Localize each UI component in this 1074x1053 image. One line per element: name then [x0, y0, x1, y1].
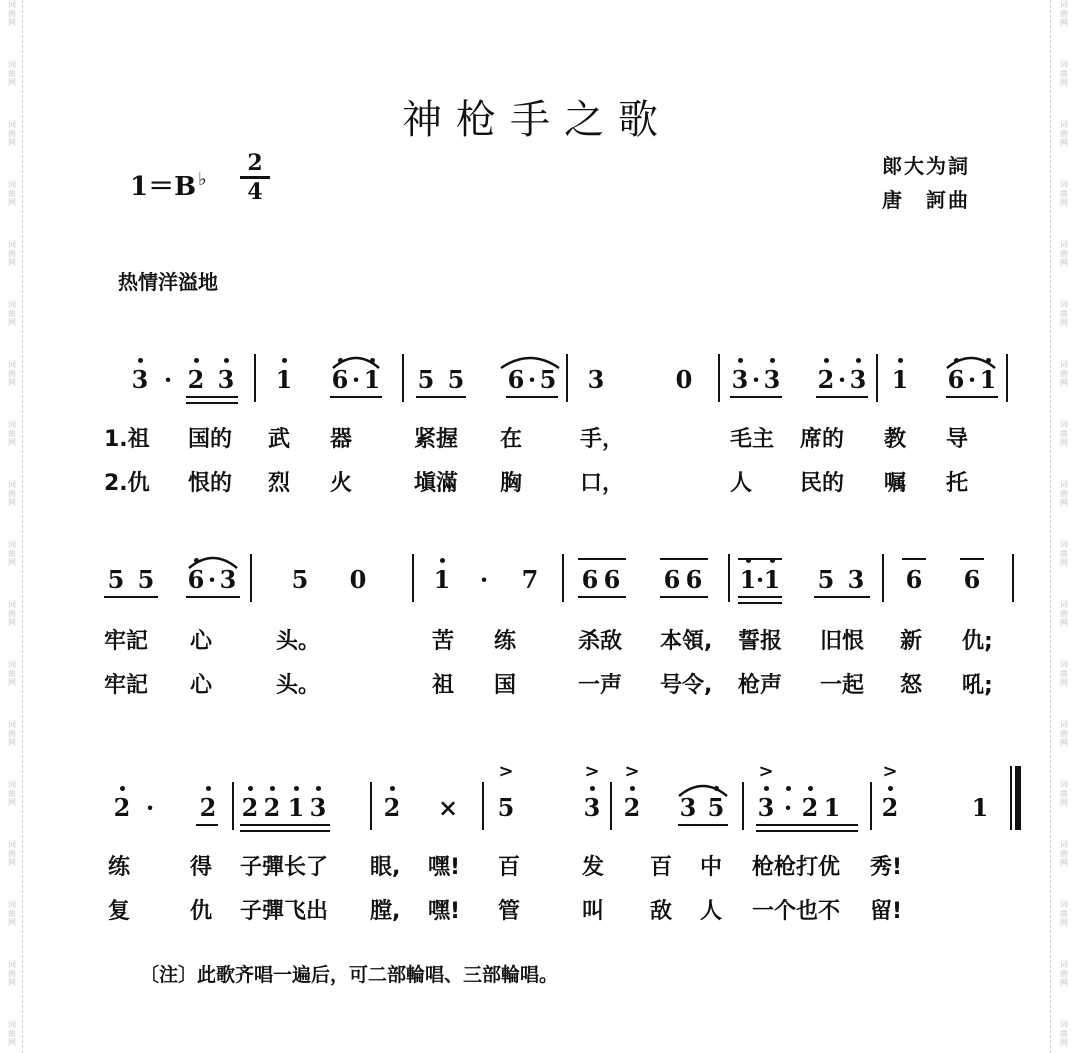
high-octave-dot: [786, 786, 791, 791]
lyric-verse-1: 武: [268, 427, 291, 452]
lyric-verse-1: 新: [900, 629, 923, 654]
note: 3: [219, 565, 237, 594]
watermark-text: 词 曲 网: [1060, 60, 1068, 87]
high-octave-dot: [270, 786, 275, 791]
note: ·: [837, 365, 847, 394]
beam-line: [960, 558, 984, 560]
beam-line: [196, 824, 218, 826]
high-octave-dot: [316, 786, 321, 791]
note: 7: [521, 565, 539, 594]
watermark-text: 词 曲 网: [8, 660, 16, 687]
beam-line: [578, 558, 626, 560]
high-octave-dot: [120, 786, 125, 791]
note: 2: [187, 365, 205, 394]
note: 3: [587, 365, 605, 394]
lyric-verse-1: 杀敌: [578, 629, 623, 654]
bar-line: [742, 782, 744, 830]
high-octave-dot: [888, 786, 893, 791]
lyric-verse-2: 心: [190, 673, 213, 698]
note: 5: [291, 565, 309, 594]
lyric-verse-2: 口，: [580, 471, 625, 496]
note: 3: [849, 365, 867, 394]
note: 5: [497, 793, 515, 822]
lyric-verse-1: 毛主: [730, 427, 775, 452]
lyric-verse-2: 祖: [432, 673, 455, 698]
lyric-verse-2: 人: [700, 899, 723, 924]
note: 2: [881, 793, 899, 822]
beam-line: [756, 830, 858, 832]
note: 5: [107, 565, 125, 594]
lyric-verse-1: 练: [108, 855, 131, 880]
lyric-verse-2: 号令,: [660, 673, 713, 698]
note: 5: [447, 365, 465, 394]
note: ·: [783, 793, 793, 822]
note: 1: [363, 365, 381, 394]
lyric-verse-2: 一起: [820, 673, 865, 698]
flat-sign: ♭: [198, 169, 207, 190]
note: 2: [263, 793, 281, 822]
lyric-verse-2: 托: [946, 471, 969, 496]
note: 1: [275, 365, 293, 394]
lyric-verse-2: 国: [494, 673, 517, 698]
note: 6: [663, 565, 681, 594]
accent-mark: >: [882, 761, 898, 782]
bar-line: [870, 782, 872, 830]
time-top: 2: [247, 150, 263, 176]
lyric-verse-1: 心: [190, 629, 213, 654]
note: ×: [438, 793, 459, 822]
song-title: 神枪手之歌: [402, 97, 672, 143]
beam-line: [902, 558, 926, 560]
note: 2: [623, 793, 641, 822]
high-octave-dot: [738, 358, 743, 363]
note: 5: [817, 565, 835, 594]
watermark-text: 词 曲 网: [8, 900, 16, 927]
high-octave-dot: [764, 786, 769, 791]
lyric-verse-1: 苦: [432, 629, 455, 654]
note: 1: [287, 793, 305, 822]
high-octave-dot: [224, 358, 229, 363]
lyric-verse-2: 吼;: [962, 673, 993, 698]
high-octave-dot: [630, 786, 635, 791]
watermark-text: 词 曲 网: [1060, 180, 1068, 207]
watermark-text: 词 曲 网: [1060, 120, 1068, 147]
watermark-text: 词 曲 网: [1060, 660, 1068, 687]
note: 1: [823, 793, 841, 822]
note: 3: [763, 365, 781, 394]
bar-line: [876, 354, 878, 402]
lyric-verse-2: 枪声: [738, 673, 783, 698]
note: 6: [603, 565, 621, 594]
bar-line: [610, 782, 612, 830]
watermark-text: 词 曲 网: [8, 240, 16, 267]
high-octave-dot: [440, 558, 445, 563]
note: 3: [757, 793, 775, 822]
note: 5: [137, 565, 155, 594]
lyric-verse-2: 膛,: [370, 899, 401, 924]
watermark-text: 词 曲 网: [1060, 1020, 1068, 1047]
bar-line: [1010, 766, 1012, 830]
lyric-verse-1: 导: [946, 427, 969, 452]
lyric-verse-2: 留!: [870, 899, 903, 924]
note: 3: [131, 365, 149, 394]
note: 2: [113, 793, 131, 822]
lyric-verse-2: 嘱: [884, 471, 907, 496]
lyric-verse-2: 塡滿: [414, 471, 459, 496]
note: ·: [751, 365, 761, 394]
lyric-verse-2: 牢記: [104, 673, 149, 698]
note: 3: [731, 365, 749, 394]
note: 3: [309, 793, 327, 822]
beam-line: [814, 596, 870, 598]
high-octave-dot: [282, 358, 287, 363]
tempo-marking: 热情洋溢地: [118, 270, 218, 294]
lyric-verse-1: 1.祖: [104, 427, 150, 452]
bar-line: [562, 554, 564, 602]
bar-line: [1006, 354, 1008, 402]
note: 1: [763, 565, 781, 594]
lyric-verse-2: 人: [730, 471, 753, 496]
lyric-verse-1: 子彈长了: [240, 855, 329, 880]
note: 1: [891, 365, 909, 394]
lyricist-credit: 郞大为詞: [882, 154, 970, 178]
watermark-text: 词 曲 网: [8, 780, 16, 807]
watermark-text: 词 曲 网: [8, 1020, 16, 1047]
beam-line: [756, 824, 858, 826]
beam-line: [946, 396, 998, 398]
lyric-verse-2: 子彈飞出: [240, 899, 329, 924]
beam-line: [660, 558, 708, 560]
lyric-verse-1: 头。: [276, 629, 321, 654]
lyric-verse-1: 本領,: [660, 629, 713, 654]
note: ·: [163, 365, 173, 394]
watermark-text: 词 曲 网: [8, 600, 16, 627]
beam-line: [104, 596, 158, 598]
lyric-verse-1: 国的: [188, 427, 233, 452]
watermark-text: 词 曲 网: [1060, 420, 1068, 447]
lyric-verse-1: 中: [700, 855, 723, 880]
lyric-verse-2: 敌: [650, 899, 673, 924]
lyric-verse-2: 叫: [582, 899, 605, 924]
note: 3: [217, 365, 235, 394]
watermark-text: 词 曲 网: [1060, 960, 1068, 987]
lyric-verse-1: 枪枪打优: [752, 855, 841, 880]
watermark-text: 词 曲 网: [1060, 240, 1068, 267]
lyric-verse-1: 器: [330, 427, 353, 452]
watermark-text: 词 曲 网: [8, 960, 16, 987]
accent-mark: >: [624, 761, 640, 782]
bar-line: [250, 554, 252, 602]
high-octave-dot: [294, 786, 299, 791]
note: ·: [145, 793, 155, 822]
lyric-verse-1: 嘿!: [428, 855, 461, 880]
lyric-verse-1: 牢記: [104, 629, 149, 654]
beam-line: [186, 402, 238, 404]
beam-line: [186, 596, 240, 598]
beam-line: [738, 558, 782, 560]
beam-line: [506, 396, 558, 398]
lyric-verse-2: 嘿!: [428, 899, 461, 924]
bar-line: [882, 554, 884, 602]
note: 2: [383, 793, 401, 822]
note: 6: [331, 365, 349, 394]
lyric-verse-1: 眼,: [370, 855, 401, 880]
accent-mark: >: [498, 761, 514, 782]
watermark-text: 词 曲 网: [1060, 360, 1068, 387]
high-octave-dot: [824, 358, 829, 363]
high-octave-dot: [808, 786, 813, 791]
lyric-verse-1: 仇;: [962, 629, 993, 654]
watermark-text: 词 曲 网: [8, 480, 16, 507]
watermark-text: 词 曲 网: [1060, 780, 1068, 807]
lyric-verse-2: 烈: [268, 471, 291, 496]
lyric-verse-2: 火: [330, 471, 353, 496]
lyric-verse-2: 胸: [500, 471, 523, 496]
note: 6: [685, 565, 703, 594]
lyric-verse-2: 头。: [276, 673, 321, 698]
beam-line: [816, 396, 868, 398]
note: 2: [241, 793, 259, 822]
lyric-verse-1: 百: [650, 855, 673, 880]
watermark-text: 词 曲 网: [8, 180, 16, 207]
bar-line: [370, 782, 372, 830]
lyric-verse-2: 复: [108, 899, 131, 924]
composer-credit: 唐 訶曲: [882, 188, 970, 212]
note: ·: [479, 565, 489, 594]
lyric-verse-1: 练: [494, 629, 517, 654]
beam-line: [738, 596, 782, 598]
beam-line: [330, 396, 382, 398]
footnote: 〔注〕此歌齐唱一遍后，可二部輪唱、三部輪唱。: [140, 964, 559, 986]
note: ·: [967, 365, 977, 394]
watermark-text: 词 曲 网: [8, 360, 16, 387]
watermark-text: 词 曲 网: [8, 720, 16, 747]
final-bar-line: [1015, 766, 1021, 830]
slur: [500, 354, 560, 370]
watermark-text: 词 曲 网: [8, 540, 16, 567]
note: 3: [847, 565, 865, 594]
note: 5: [417, 365, 435, 394]
high-octave-dot: [770, 358, 775, 363]
watermark-text: 词 曲 网: [1060, 600, 1068, 627]
bar-line: [412, 554, 414, 602]
beam-line: [186, 396, 238, 398]
beam-line: [660, 596, 708, 598]
watermark-text: 词 曲 网: [8, 420, 16, 447]
watermark-text: 词 曲 网: [8, 300, 16, 327]
lyric-verse-1: 发: [582, 855, 605, 880]
note: 3: [583, 793, 601, 822]
note: 6: [507, 365, 525, 394]
beam-line: [240, 824, 330, 826]
note: 2: [817, 365, 835, 394]
slur: [332, 354, 380, 370]
watermark-text: 词 曲 网: [1060, 540, 1068, 567]
bar-line: [254, 354, 256, 402]
lyric-verse-2: 民的: [800, 471, 845, 496]
lyric-verse-1: 旧恨: [820, 629, 865, 654]
high-octave-dot: [194, 358, 199, 363]
lyric-verse-1: 秀!: [870, 855, 903, 880]
watermark-text: 词 曲 网: [1060, 720, 1068, 747]
note: 2: [199, 793, 217, 822]
high-octave-dot: [206, 786, 211, 791]
accent-mark: >: [758, 761, 774, 782]
lyric-verse-1: 教: [884, 427, 907, 452]
accent-mark: >: [584, 761, 600, 782]
watermark-text: 词 曲 网: [1060, 0, 1068, 27]
note: 6: [187, 565, 205, 594]
watermark-text: 词 曲 网: [1060, 840, 1068, 867]
watermark-text: 词 曲 网: [8, 60, 16, 87]
note: 1: [739, 565, 757, 594]
watermark-text: 词 曲 网: [8, 840, 16, 867]
lyric-verse-2: 仇: [190, 899, 213, 924]
note: 2: [801, 793, 819, 822]
lyric-verse-2: 恨的: [188, 471, 233, 496]
note: ·: [755, 565, 765, 594]
high-octave-dot: [390, 786, 395, 791]
note: 5: [539, 365, 557, 394]
watermark-text: 词 曲 网: [8, 0, 16, 27]
note: 6: [905, 565, 923, 594]
beam-line: [738, 602, 782, 604]
watermark-text: 词 曲 网: [1060, 480, 1068, 507]
slur: [188, 554, 238, 570]
lyric-verse-1: 在: [500, 427, 523, 452]
bar-line: [718, 354, 720, 402]
high-octave-dot: [898, 358, 903, 363]
lyric-verse-2: 管: [498, 899, 521, 924]
lyric-verse-2: 怒: [900, 673, 923, 698]
lyric-verse-2: 一声: [578, 673, 623, 698]
bar-line: [482, 782, 484, 830]
bar-line: [566, 354, 568, 402]
beam-line: [240, 830, 330, 832]
high-octave-dot: [248, 786, 253, 791]
key-text: 1＝B: [130, 172, 197, 202]
note: ·: [351, 365, 361, 394]
lyric-verse-2: 2.仇: [104, 471, 150, 496]
note: 1: [979, 365, 997, 394]
beam-line: [730, 396, 782, 398]
watermark-text: 词 曲 网: [8, 120, 16, 147]
lyric-verse-1: 席的: [800, 427, 845, 452]
beam-line: [416, 396, 466, 398]
high-octave-dot: [590, 786, 595, 791]
lyric-verse-1: 得: [190, 855, 213, 880]
slur: [678, 782, 728, 798]
high-octave-dot: [138, 358, 143, 363]
bar-line: [232, 782, 234, 830]
beam-line: [578, 596, 626, 598]
lyric-verse-1: 百: [498, 855, 521, 880]
lyric-verse-1: 手，: [580, 427, 625, 452]
watermark-text: 词 曲 网: [1060, 900, 1068, 927]
note: 6: [963, 565, 981, 594]
time-bottom: 4: [247, 179, 263, 205]
note: 6: [581, 565, 599, 594]
note: 0: [675, 365, 693, 394]
bar-line: [402, 354, 404, 402]
high-octave-dot: [856, 358, 861, 363]
note: 1: [971, 793, 989, 822]
lyric-verse-2: 一个也不: [752, 899, 841, 924]
bar-line: [1012, 554, 1014, 602]
note: 1: [433, 565, 451, 594]
watermark-text: 词 曲 网: [1060, 300, 1068, 327]
lyric-verse-1: 紧握: [414, 427, 459, 452]
bar-line: [728, 554, 730, 602]
note: 0: [349, 565, 367, 594]
note: 6: [947, 365, 965, 394]
lyric-verse-1: 誓报: [738, 629, 783, 654]
note: ·: [527, 365, 537, 394]
note: 3: [679, 793, 697, 822]
note: ·: [207, 565, 217, 594]
slur: [946, 354, 996, 370]
note: 5: [707, 793, 725, 822]
beam-line: [678, 824, 728, 826]
